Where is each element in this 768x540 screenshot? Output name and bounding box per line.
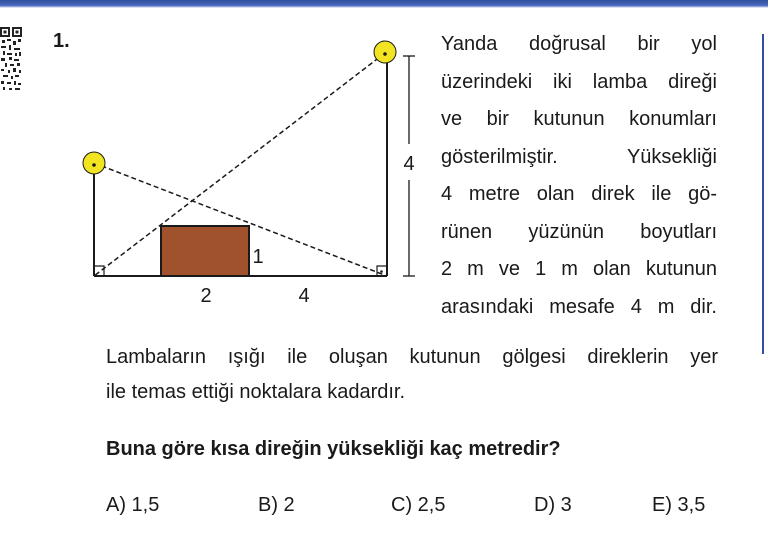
answer-options [106, 494, 726, 524]
option-d[interactable]: D) 3 [534, 494, 572, 516]
option-e[interactable]: E) 3,5 [652, 494, 706, 516]
tall-lamp-icon [374, 41, 396, 63]
right-angle-dot [380, 270, 383, 273]
statement-line: Lambaların ışığı ile oluşan kutunun gölgesi direklerin yer [106, 346, 718, 368]
short-lamp-icon [83, 152, 105, 174]
question-prompt: Buna göre kısa direğin yüksekliği kaç metredir? [106, 438, 561, 460]
box [161, 226, 249, 276]
description-line: Yanda doğrusal bir yol [441, 33, 717, 55]
description-line: 2 m ve 1 m olan kutunun [441, 258, 717, 280]
description-line: ve bir kutunun konumları [441, 108, 717, 130]
option-a[interactable]: A) 1,5 [106, 494, 160, 516]
description-line: üzerindeki iki lamba direği [441, 70, 717, 93]
description-line: 4 metre olan direk ile gö- [441, 183, 717, 205]
qr-code-icon [0, 26, 22, 96]
box-width-label: 2 [200, 285, 212, 307]
distance-label: 4 [298, 285, 310, 307]
top-color-band [0, 0, 768, 8]
box-height-label: 1 [252, 246, 264, 268]
right-margin-rule [762, 34, 764, 354]
problem-statement [106, 340, 718, 410]
description-line: rünen yüzünün boyutları [441, 220, 717, 243]
statement-line: ile temas ettiği noktalara kadardır. [106, 381, 406, 403]
question-number: 1. [53, 30, 70, 52]
option-b[interactable]: B) 2 [258, 494, 295, 516]
problem-description [441, 26, 717, 326]
description-line: gösterilmiştir. Yüksekliği [441, 145, 717, 168]
tall-pole-height-label: 4 [403, 153, 415, 175]
poles-box-diagram [70, 32, 430, 312]
option-c[interactable]: C) 2,5 [391, 494, 446, 516]
description-line: arasındaki mesafe 4 m dir. [441, 295, 717, 318]
